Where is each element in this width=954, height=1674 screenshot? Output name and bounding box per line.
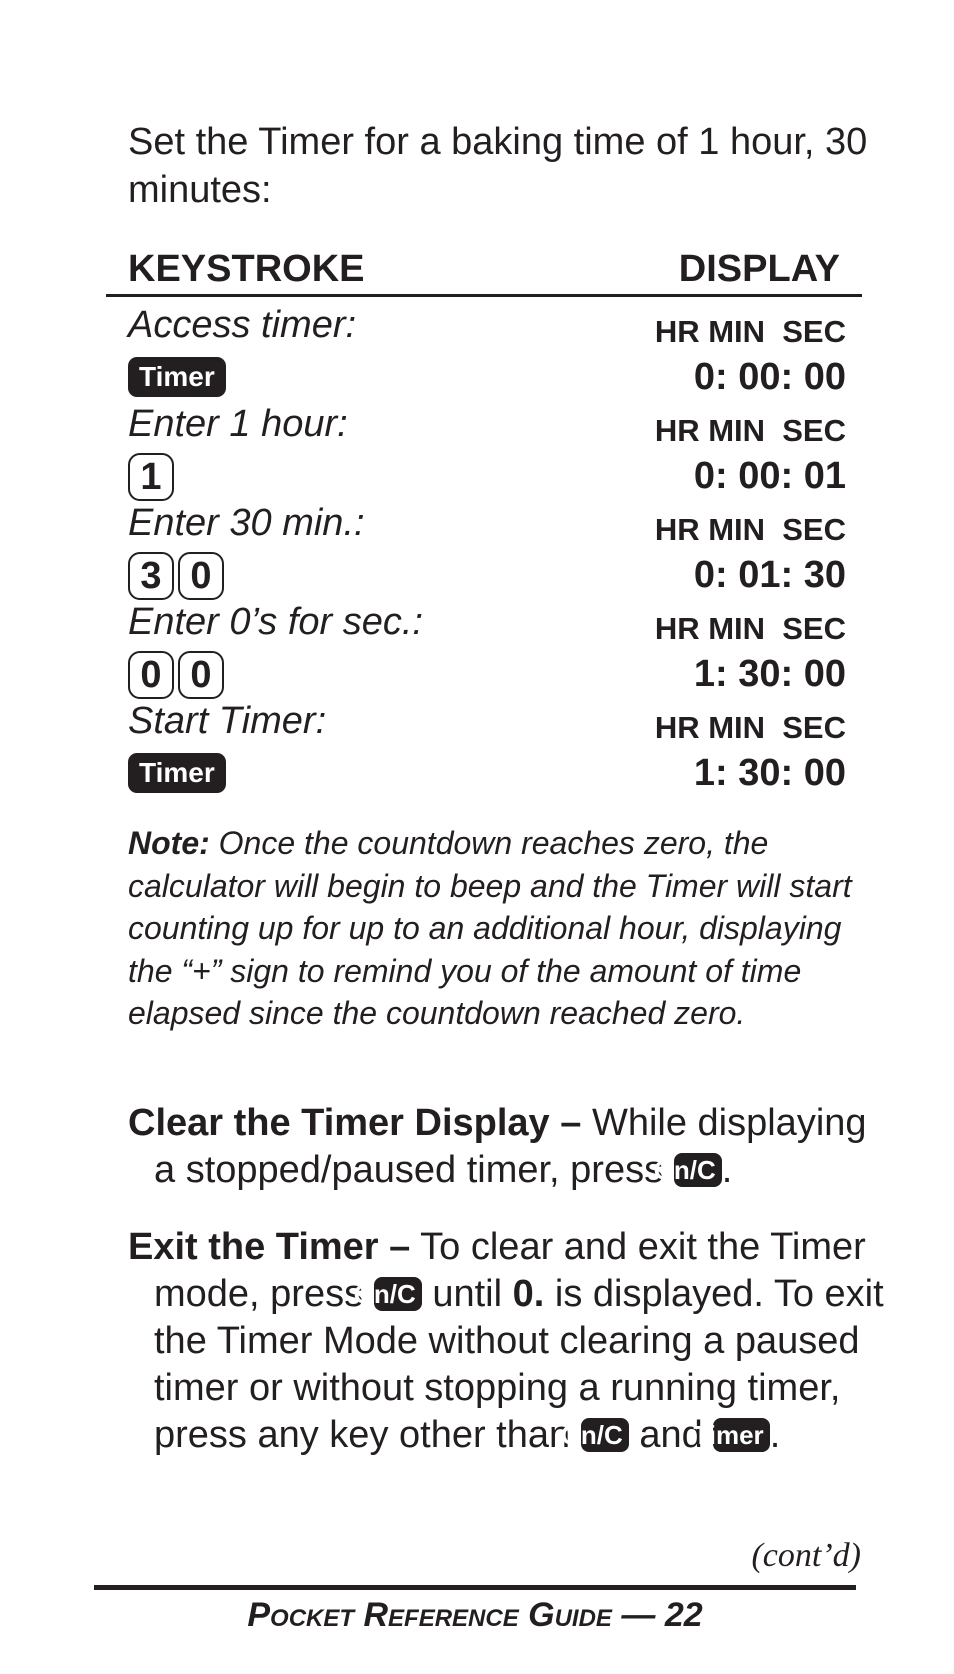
- note-text: Once the countdown reaches zero, the calculator will begin to beep and the Timer will start counting up for up to an additional hour, displaying the “+” sign to remind you of the amount of time elapsed since the countdown reached zero.: [128, 825, 852, 1031]
- step-start-timer: [128, 700, 846, 800]
- display-value: 1: 30: 00: [693, 752, 846, 794]
- paragraph-text: .: [769, 1414, 781, 1456]
- on-c-key: On/C: [581, 1418, 629, 1452]
- step-label: Enter 30 min.:: [128, 502, 365, 544]
- display-value: 0: 01: 30: [693, 554, 846, 596]
- on-c-key: On/C: [674, 1153, 722, 1187]
- footer-rule: [94, 1585, 856, 1590]
- paragraph-text: While displaying a stopped/paused timer, press: [154, 1102, 867, 1191]
- keystroke-keys: [128, 750, 226, 796]
- display-value: 0: 00: 00: [693, 356, 846, 398]
- timer-key: Timer: [713, 1418, 769, 1452]
- column-header: [106, 246, 862, 297]
- paragraph-text: is displayed. To exit the Timer Mode without clearing a paused timer or without stopping a running timer, press any key other than: [154, 1273, 884, 1456]
- paragraph-text: and: [639, 1414, 703, 1456]
- step-access-timer: [128, 304, 846, 404]
- digit-key: 1: [128, 453, 174, 501]
- display-units: HR MIN SEC: [654, 710, 846, 745]
- continued-marker: (cont’d): [751, 1537, 861, 1574]
- keystroke-header: KEYSTROKE: [128, 248, 365, 290]
- step-label: Enter 0’s for sec.:: [128, 601, 423, 643]
- display-units: HR MIN SEC: [654, 512, 846, 547]
- timer-key: Timer: [128, 753, 226, 793]
- on-c-key: On/C: [374, 1277, 422, 1311]
- display-value: 0: 00: 01: [693, 455, 846, 497]
- display-units: HR MIN SEC: [654, 314, 846, 349]
- intro-text: Set the Timer for a baking time of 1 hour, 30 minutes:: [128, 121, 868, 211]
- digit-key: 0: [178, 651, 224, 699]
- keystroke-keys: [128, 453, 174, 499]
- step-label: Start Timer:: [128, 700, 327, 742]
- note: [128, 822, 868, 1035]
- zero-value: 0.: [512, 1273, 545, 1315]
- step-enter-seconds: [128, 601, 846, 701]
- display-header: DISPLAY: [678, 248, 840, 290]
- paragraph-text: .: [721, 1149, 733, 1191]
- exit-timer-paragraph: [128, 1224, 894, 1459]
- paragraph-text: until: [432, 1273, 503, 1315]
- step-enter-minutes: [128, 502, 846, 602]
- display-value: 1: 30: 00: [693, 653, 846, 695]
- keystroke-keys: [128, 552, 224, 598]
- digit-key: 0: [178, 552, 224, 600]
- keystroke-keys: [128, 651, 224, 697]
- keystroke-keys: [128, 354, 226, 400]
- note-label: Note:: [128, 825, 210, 861]
- step-label: Enter 1 hour:: [128, 403, 348, 445]
- step-label: Access timer:: [128, 304, 357, 346]
- display-units: HR MIN SEC: [654, 611, 846, 646]
- exit-timer-title: Exit the Timer –: [128, 1226, 411, 1268]
- page-footer: Pocket Reference Guide — 22: [247, 1596, 703, 1634]
- digit-key: 0: [128, 651, 174, 699]
- clear-display-paragraph: [128, 1100, 894, 1194]
- paragraph-text: To clear and exit the Timer mode, press: [154, 1226, 866, 1315]
- digit-key: 3: [128, 552, 174, 600]
- display-units: HR MIN SEC: [654, 413, 846, 448]
- timer-key: Timer: [128, 357, 226, 397]
- clear-display-title: Clear the Timer Display –: [128, 1102, 582, 1144]
- step-enter-hour: [128, 403, 846, 503]
